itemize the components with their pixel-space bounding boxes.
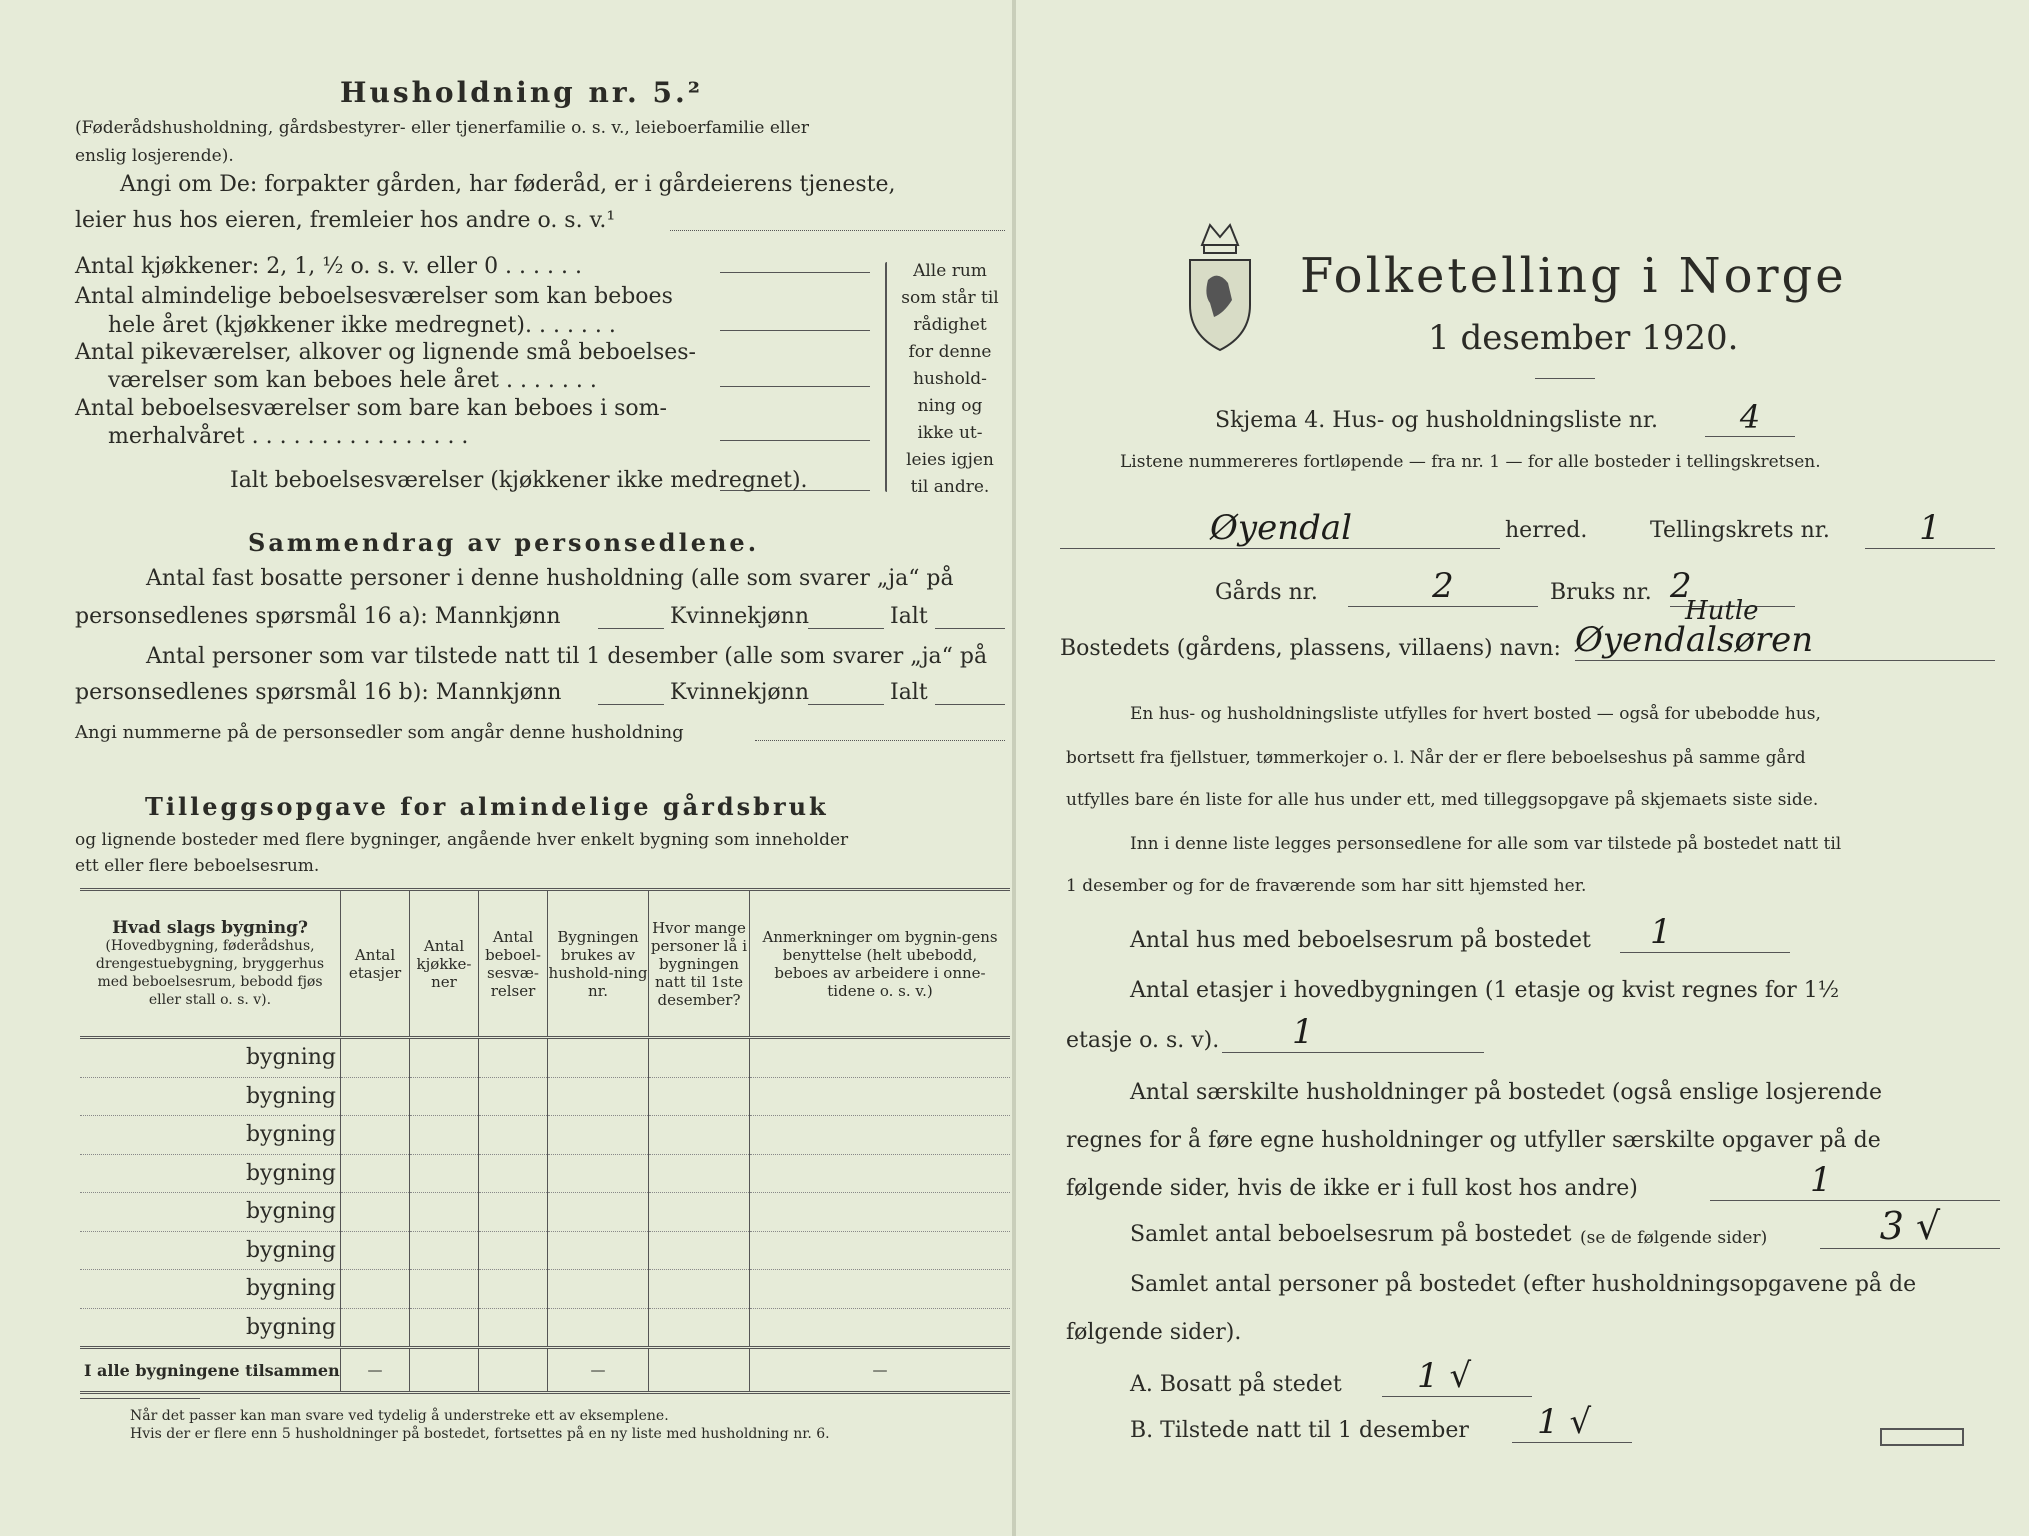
table-row: bygning — [80, 1270, 1010, 1309]
building-table-header — [80, 890, 1010, 1038]
para2-line-1: Inn i denne liste legges personsedlene for alle som var tilstede på bostedet natt til — [1130, 834, 1842, 854]
rooms-line-2: Antal almindelige beboelsesværelser som kan beboes — [75, 284, 673, 309]
tilstede-kvinne-line — [808, 704, 884, 705]
intro-line-1: (Føderådshusholdning, gårdsbestyrer- eller tjenerfamilie o. s. v., leieboerfamilie eller — [75, 118, 809, 138]
para2-line-2: 1 desember og for de fraværende som har sitt hjemsted her. — [1066, 876, 1587, 896]
gards-label: Gårds nr. — [1215, 580, 1318, 605]
kvinne-label-2: Kvinnekjønn — [670, 680, 809, 705]
para1-line-1: En hus- og husholdningsliste utfylles for hvert bosted — også for ubebodde hus, — [1130, 704, 1821, 724]
listene-note: Listene nummereres fortløpende — fra nr. 1 — for alle bosteder i tellingskretsen. — [1120, 452, 1821, 472]
tellingskrets-value: 1 — [1865, 508, 1995, 549]
bruks-value: 2 — [1670, 566, 1795, 607]
tilstede-label: B. Tilstede natt til 1 desember — [1130, 1418, 1469, 1443]
household-title: Husholdning nr. 5.² — [340, 76, 704, 109]
para1-line-3: utfylles bare én liste for alle hus under ett, med tilleggsopgave på skjemaets siste side. — [1066, 790, 1819, 810]
fast-mann-line — [598, 628, 664, 629]
para1-line-2: bortsett fra fjellstuer, tømmerkojer o. l. Når der er flere beboelseshus på samme gård — [1066, 748, 1806, 768]
right-page — [1030, 0, 2020, 1536]
skjema-number: 4 — [1705, 398, 1795, 437]
table-row: bygning — [80, 1231, 1010, 1270]
tilstede-mann-line — [598, 704, 664, 705]
rooms-line-3: hele året (kjøkkener ikke medregnet). . . . . . . — [108, 313, 616, 338]
printer-stamp — [1880, 1428, 1964, 1446]
pers-question-2: følgende sider). — [1066, 1320, 1242, 1345]
col-header-persons: Hvor mange personer lå i bygningen natt til 1ste desember? — [649, 890, 750, 1038]
gards-value: 2 — [1348, 566, 1538, 607]
ialt-rooms-label: Ialt beboelsesværelser (kjøkkener ikke medregnet). — [230, 468, 808, 493]
table-row: bygning — [80, 1116, 1010, 1155]
hush-question-1: Antal særskilte husholdninger på bostedet (også enslige losjerende — [1130, 1080, 1883, 1105]
tillegg-title: Tilleggsopgave for almindelige gårdsbruk — [145, 792, 829, 821]
footnote-1: Når det passer kan man svare ved tydelig å understreke ett av eksemplene. — [130, 1408, 669, 1424]
col-header-kjokkener: Antal kjøkke-ner — [410, 890, 479, 1038]
rooms-brace — [885, 262, 889, 492]
nummerne-line — [755, 740, 1005, 741]
angi-line-2: leier hus hos eieren, fremleier hos andre o. s. v.¹ — [75, 208, 616, 233]
hus-answer: 1 — [1620, 912, 1790, 953]
sammendrag-line-1: Antal fast bosatte personer i denne husholdning (alle som svarer „ja“ på — [146, 566, 954, 591]
table-row: bygning — [80, 1038, 1010, 1078]
building-table — [80, 888, 1010, 1394]
angi-line-1: Angi om De: forpakter gården, har føderåd, er i gårdeierens tjeneste, — [120, 172, 896, 197]
tilstede-ialt-line — [935, 704, 1005, 705]
rooms-line-7: merhalvåret . . . . . . . . . . . . . . . . — [108, 424, 469, 449]
hush-question-3: følgende sider, hvis de ikke er i full kost hos andre) — [1066, 1176, 1638, 1201]
herred-value: Øyendal — [1060, 508, 1500, 549]
col-header-etasjer: Antal etasjer — [341, 890, 410, 1038]
rooms-line-5: værelser som kan beboes hele året . . . . . . . — [108, 368, 597, 393]
table-row: bygning — [80, 1077, 1010, 1116]
footnote-2: Hvis der er flere enn 5 husholdninger på bostedet, fortsettes på en ny liste med husholdning nr. 6. — [130, 1426, 830, 1442]
bosted-label: Bostedets (gårdens, plassens, villaens) navn: — [1060, 636, 1561, 661]
summer-rooms-answer-line — [720, 440, 870, 441]
table-row: bygning — [80, 1308, 1010, 1348]
bosted-value-above: Hutle — [1685, 596, 1759, 626]
left-page — [30, 0, 1010, 1536]
page-fold — [1012, 0, 1016, 1536]
ialt-label-1: Ialt — [890, 604, 928, 629]
kvinne-label-1: Kvinnekjønn — [670, 604, 809, 629]
angi-answer-line — [670, 230, 1005, 231]
rooms-line-1: Antal kjøkkener: 2, 1, ½ o. s. v. eller 0 . . . . . . — [75, 254, 582, 279]
hus-question: Antal hus med beboelsesrum på bostedet — [1130, 928, 1591, 953]
etasjer-question-1: Antal etasjer i hovedbygningen (1 etasje og kvist regnes for 1½ — [1130, 978, 1840, 1003]
etasjer-question-2: etasje o. s. v). — [1066, 1028, 1220, 1053]
table-row: bygning — [80, 1154, 1010, 1193]
bosatt-label: A. Bosatt på stedet — [1130, 1372, 1342, 1397]
census-title: Folketelling i Norge — [1300, 248, 1847, 304]
hush-answer: 1 — [1710, 1160, 2000, 1201]
sammendrag-line-4: personsedlenes spørsmål 16 b): Mannkjønn — [75, 680, 562, 705]
regular-rooms-answer-line — [720, 330, 870, 331]
table-total-row: I alle bygningene tilsammen — — — — [80, 1348, 1010, 1393]
intro-line-2: enslig losjerende). — [75, 146, 234, 166]
tillegg-intro-2: ett eller flere beboelsesrum. — [75, 856, 320, 876]
tellingskrets-label: Tellingskrets nr. — [1650, 518, 1830, 543]
nummerne-label: Angi nummerne på de personsedler som angår denne husholdning — [75, 722, 684, 743]
fast-ialt-line — [935, 628, 1005, 629]
rooms-line-4: Antal pikeværelser, alkover og lignende små beboelses- — [75, 340, 696, 365]
col-header-rooms: Antal beboel-sesvæ-relser — [479, 890, 548, 1038]
hush-question-2: regnes for å føre egne husholdninger og utfyller særskilte opgaver på de — [1066, 1128, 1881, 1153]
brace-note: Alle rum som står til rådighet for denne hushold- ning og ikke ut- leies igjen til andre. — [901, 261, 999, 497]
bosatt-answer: 1 √ — [1382, 1356, 1532, 1397]
pers-question-1: Samlet antal personer på bostedet (efter husholdningsopgavene på de — [1130, 1272, 1917, 1297]
footnote-rule — [80, 1398, 200, 1399]
rum-answer: 3 √ — [1820, 1204, 2000, 1249]
tilstede-answer: 1 √ — [1512, 1402, 1632, 1443]
bosted-value: Øyendalsøren — [1575, 620, 1995, 661]
col-header-household: Bygningen brukes av hushold-ning nr. — [548, 890, 649, 1038]
coat-of-arms-icon — [1180, 205, 1260, 355]
herred-label: herred. — [1505, 518, 1588, 543]
bruks-label: Bruks nr. — [1550, 580, 1652, 605]
sammendrag-line-2: personsedlenes spørsmål 16 a): Mannkjønn — [75, 604, 561, 629]
small-rooms-answer-line — [720, 386, 870, 387]
rum-question: Samlet antal beboelsesrum på bostedet — [1130, 1222, 1572, 1247]
sammendrag-title: Sammendrag av personsedlene. — [248, 528, 760, 557]
col-header-building-type: Hvad slags bygning? (Hovedbygning, føderådshus, drengestuebygning, bryggerhus med beboelsesrum, bebodd fjøs eller stall o. s. v). — [80, 890, 341, 1038]
table-row: bygning — [80, 1193, 1010, 1232]
fast-kvinne-line — [808, 628, 884, 629]
sammendrag-line-3: Antal personer som var tilstede natt til 1 desember (alle som svarer „ja“ på — [146, 644, 988, 669]
census-date: 1 desember 1920. — [1428, 318, 1739, 358]
rum-note: (se de følgende sider) — [1580, 1228, 1768, 1248]
kitchen-answer-line — [720, 272, 870, 273]
etasjer-answer: 1 — [1222, 1012, 1484, 1053]
skjema-label: Skjema 4. Hus- og husholdningsliste nr. — [1215, 408, 1658, 433]
title-rule — [1535, 378, 1595, 379]
ialt-label-2: Ialt — [890, 680, 928, 705]
rooms-line-6: Antal beboelsesværelser som bare kan beboes i som- — [75, 396, 667, 421]
col-header-notes: Anmerkninger om bygnin-gens benyttelse (helt ubebodd, beboes av arbeidere i onne-tidene o. s. v.) — [750, 890, 1011, 1038]
tillegg-intro-1: og lignende bosteder med flere bygninger, angående hver enkelt bygning som inneholder — [75, 830, 849, 850]
